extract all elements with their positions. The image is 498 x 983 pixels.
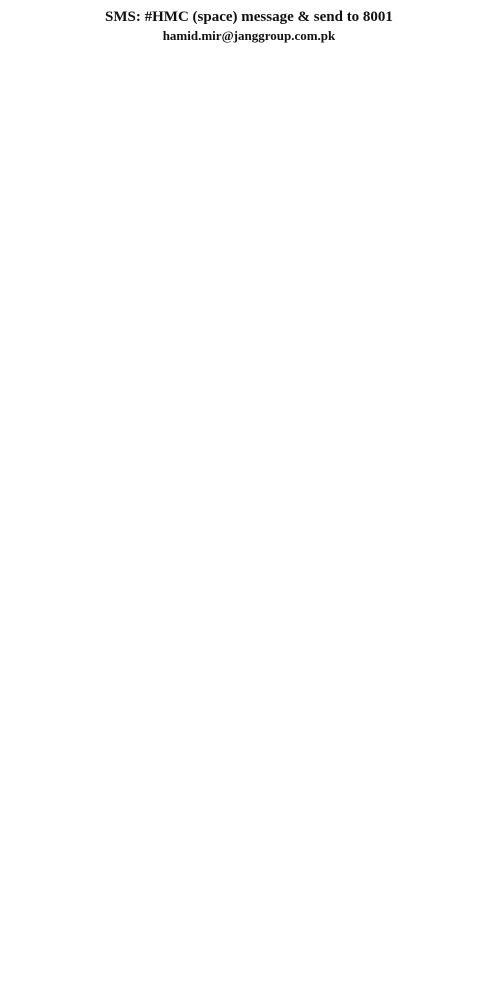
sms-instruction: SMS: #HMC (space) message & send to 8001 [105, 9, 393, 25]
author-email: hamid.mir@janggroup.com.pk [162, 28, 336, 43]
